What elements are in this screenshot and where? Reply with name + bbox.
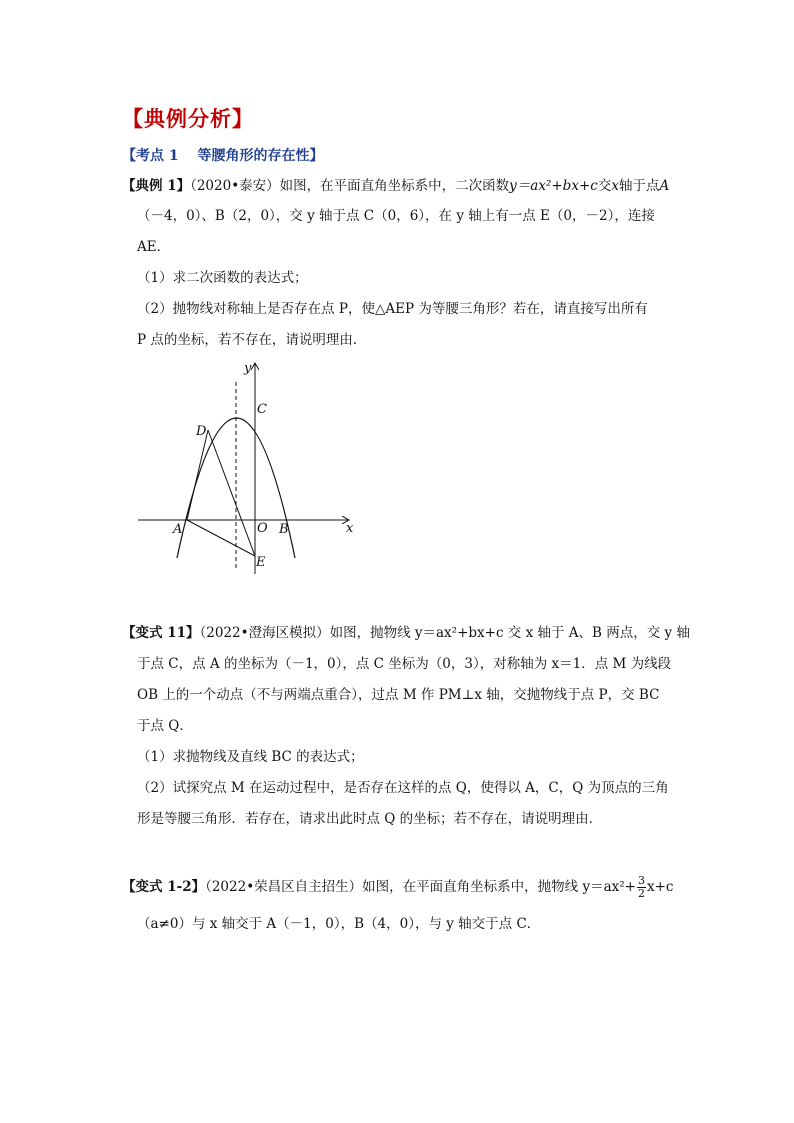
ex3-source: （2022•荣昌区自主招生） [205, 879, 363, 895]
ex3-line-1 [122, 875, 673, 900]
ex2-tag: 【变式 1 [122, 625, 177, 641]
ex3-text-1b: x+c [646, 879, 674, 895]
fraction-denominator: 2 [637, 887, 645, 900]
ex2-text-1: 如图，抛物线 y＝ax²+bx+c 交 x 轴于 A、B 两点，交 y 轴 [329, 625, 690, 641]
ex1-line-3: AE． [137, 239, 171, 255]
segment-ae [187, 520, 255, 556]
label-d: D [196, 424, 207, 439]
ex1-question-2b: P 点的坐标，若不存在，请说明理由． [137, 332, 367, 348]
ex3-text-1: 如图，在平面直角坐标系中，抛物线 y＝ax²+ [362, 879, 636, 895]
kaodian-heading [122, 145, 324, 165]
label-e: E [256, 555, 266, 570]
kaodian-label: 【考点 1 [122, 148, 179, 164]
fraction-three-halves [637, 875, 646, 900]
ex1-text-1d: 轴于点 [618, 178, 660, 194]
label-x: x [346, 521, 354, 536]
ex2-source: （2022•澄海区模拟） [199, 625, 330, 641]
ex2-tag-2: 1】 [176, 625, 200, 641]
ex1-question-1: （1）求二次函数的表达式； [137, 270, 308, 286]
ex3-line-2: （a≠0）与 x 轴交于 A（－1，0），B（4，0），与 y 轴交于点 C． [137, 916, 541, 932]
ex3-tag: 【变式 1-2】 [122, 879, 206, 895]
ex1-text-1: 如图，在平面直角坐标系中，二次函数 [279, 178, 510, 194]
ex2-question-1: （1）求抛物线及直线 BC 的表达式； [137, 749, 364, 765]
label-o: O [257, 521, 268, 536]
section-title: 【典例分析】 [122, 106, 254, 131]
ex1-line-2: （－4，0）、B（2，0），交 y 轴于点 C（0，6），在 y 轴上有一点 E（0，－2），连接 [137, 208, 655, 224]
label-y: y [244, 361, 252, 376]
parabola-graph [130, 358, 360, 576]
ex2-question-2b: 形是等腰三角形．若存在，请求出此时点 Q 的坐标；若不存在，请说明理由． [137, 811, 603, 827]
ex1-text-1e: A [659, 178, 670, 194]
ex2-line-2: 于点 C，点 A 的坐标为（－1，0），点 C 坐标为（0，3），对称轴为 x＝1．点 M 为线段 [137, 656, 672, 672]
ex2-line-1 [122, 623, 690, 643]
ex1-line-1 [122, 176, 669, 196]
ex1-text-1c: x [611, 178, 619, 194]
ex2-line-3: OB 上的一个动点（不与两端点重合），过点 M 作 PM⊥x 轴，交抛物线于点 P，交 BC [137, 687, 660, 703]
segment-de [208, 430, 255, 556]
label-a: A [173, 522, 183, 537]
ex2-line-4: 于点 Q． [137, 718, 193, 734]
fraction-numerator: 3 [637, 874, 645, 887]
ex1-text-1b: 交 [597, 178, 612, 194]
ex2-question-2: （2）试探究点 M 在运动过程中，是否存在这样的点 Q，使得以 A，C，Q 为顶点的三角 [137, 780, 669, 796]
ex1-function: y＝ax²+bx+c [509, 178, 598, 194]
kaodian-title: 等腰角形的存在性】 [197, 148, 324, 164]
segment-ad [187, 430, 208, 520]
ex1-question-2: （2）抛物线对称轴上是否存在点 P，使△AEP 为等腰三角形？若在，请直接写出所有 [137, 301, 648, 317]
label-c: C [257, 402, 267, 417]
ex1-source: （2020•泰安） [190, 178, 280, 194]
label-b: B [279, 522, 289, 537]
ex1-tag: 【典例 1】 [122, 178, 191, 194]
